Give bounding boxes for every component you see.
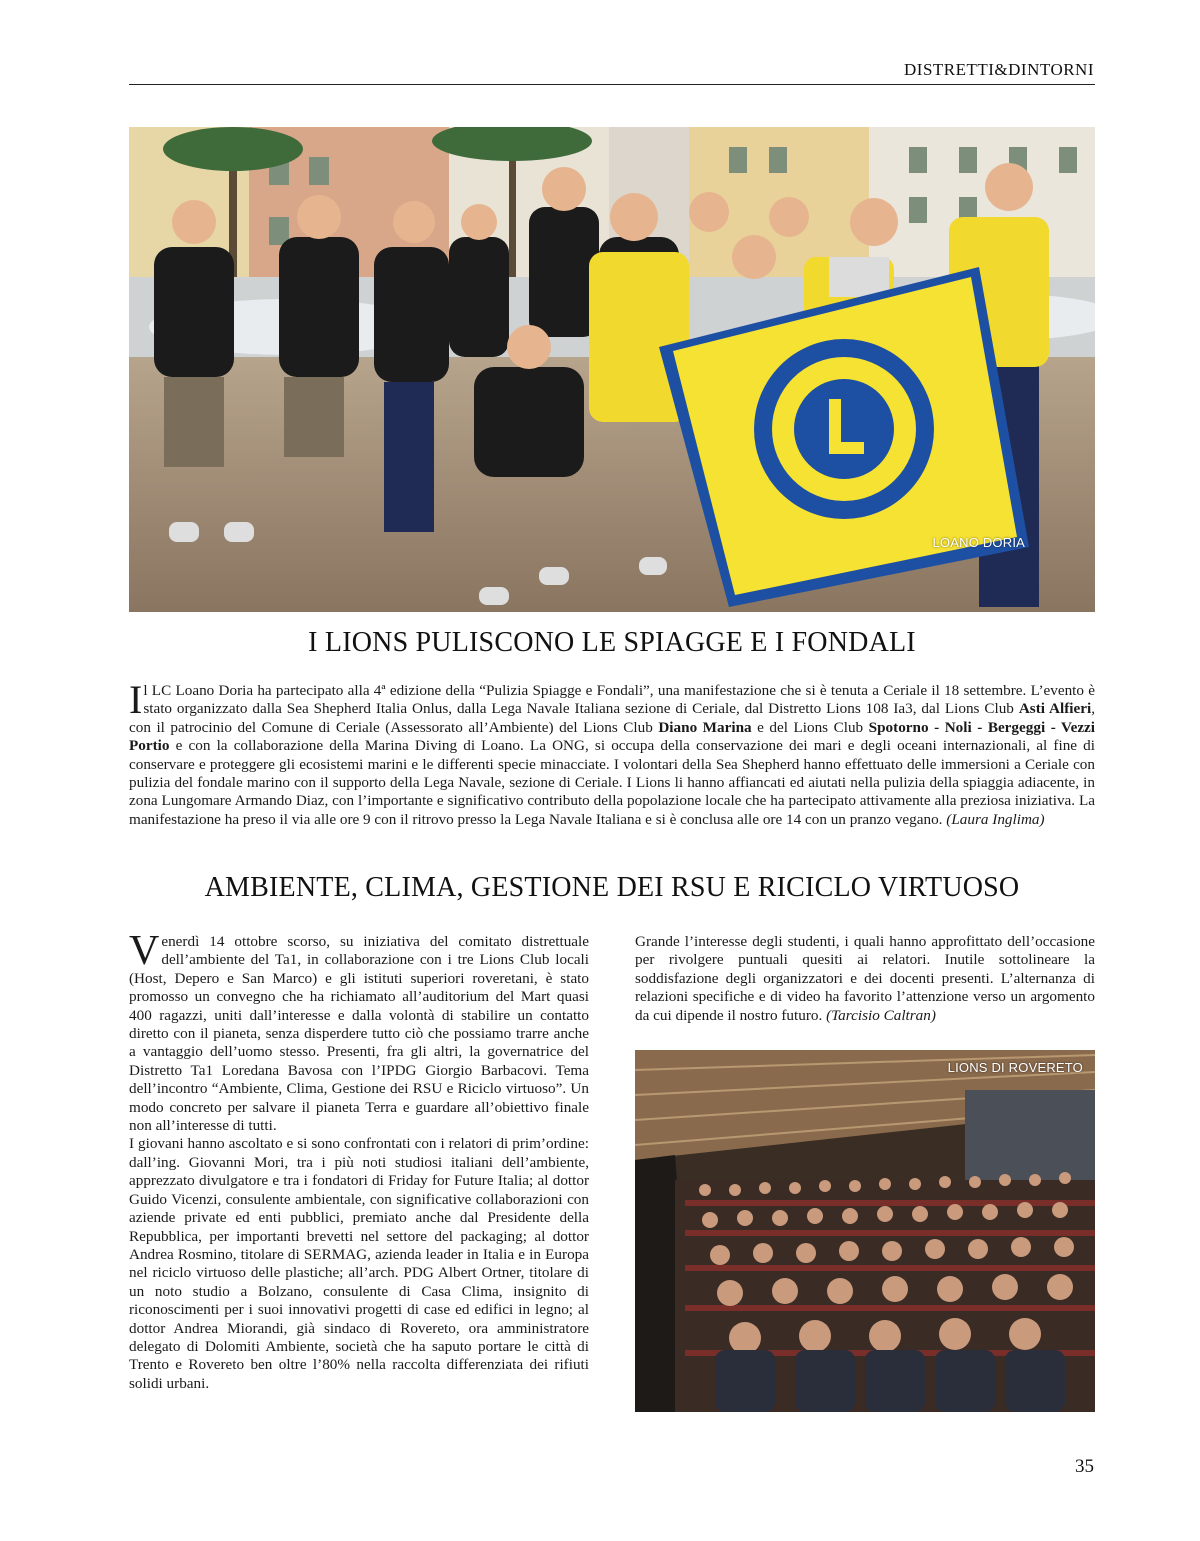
- article-body: [129, 677, 1096, 829]
- auditorium-photo: [635, 1050, 1095, 1412]
- section-header: DISTRETTI&DINTORNI: [904, 60, 1094, 79]
- club-name: Vezzi Portio: [129, 718, 1096, 755]
- club-name: Noli: [944, 718, 972, 736]
- separator: -: [971, 718, 988, 736]
- photo-caption: LOANO DORIA: [932, 535, 1025, 550]
- article-column-left: [129, 928, 589, 1393]
- photo-caption: LIONS DI ROVERETO: [947, 1060, 1083, 1075]
- drop-cap: V: [129, 928, 160, 974]
- article-title: AMBIENTE, CLIMA, GESTIONE DEI RSU E RICICLO VIRTUOSO: [204, 872, 1020, 903]
- text-run: e con la collaborazione della Marina Diving di Loano. La ONG, si occupa della conservazione dei mari e degli oceani internazionali, al fine di conservare e proteggere gli ecosistemi marini e le differenti specie minacciate. I volontari della Sea Shepherd hanno effettuato delle immersioni a Ceriale con pulizia del fondale marino con il supporto della Lega Navale, sezione di Ceriale. I Lions li hanno affiancati ed aiutati nella pulizia della spiaggia adiacente, in zona Lungomare Armando Diaz, con l’importante e significativo contributo della popolazione locale che ha partecipato attivamente alla preziosa iniziativa. La manifestazione ha preso il via alle ore 9 con il ritrovo presso la Lega Navale Italiana e si è conclusa alle ore 14 con un pranzo vegano.: [129, 737, 1095, 828]
- group-photo: [129, 127, 1095, 612]
- auditorium-illustration: [635, 1050, 1095, 1412]
- paragraph: enerdì 14 ottobre scorso, su iniziativa del comitato distrettuale dell’ambiente del Ta1, in collaborazione con i tre Lions Club locali (Host, Depero e San Marco) e gli istituti superiori roveretani, è stato promosso un convegno che ha richiamato all’auditorium del Mart quasi 400 ragazzi, uniti dall’interesse e dalla volontà di stabilire un contatto diretto con il pianeta, senza disperdere tutto ciò che possiamo trarre anche a vantaggio dell’uomo stesso. Presenti, fra gli altri, la governatrice del Distretto Ta1 Loredana Bavosa con l’IPDG Giorgio Barbacovi. Tema dell’incontro “Ambiente, Clima, Gestione dei RSU e Riciclo virtuoso”. Un modo concreto per salvare il pianeta Terra e guardare all’obiettivo finale non all’interesse di tutti.: [129, 933, 589, 1135]
- author-credit: (Tarcisio Caltran): [826, 1006, 936, 1024]
- club-name: Bergeggi: [987, 718, 1046, 736]
- page-number: 35: [1075, 1456, 1094, 1477]
- club-name: Diano Marina: [658, 718, 752, 736]
- paragraph: I giovani hanno ascoltato e si sono confrontati con i relatori di prim’ordine: dall’ing. Giovanni Mori, tra i più noti studiosi italiani dell’ambiente, apprezzato divulgatore e tra i fondatori di Friday for Future Italia; al dottor Guido Vicenzi, consulente ambientale, con significative collaborazioni con aziende private ed enti pubblici, premiato anche dal Presidente della Repubblica, per importanti brevetti nel settore del packaging; al dottor Andrea Rosmino, titolare di SERMAG, azienda leader in Italia e in Europa nel riciclo virtuoso delle plastiche; all’arch. PDG Albert Ortner, titolare di un noto studio a Bolzano, consulente di Casa Clima, insignito di riconoscimenti per i suoi innovativi progetti di case ed edifici in legno; al dottor Andrea Miorandi, già sindaco di Rovereto, ora amministratore delegato di Dolomiti Ambiente, società che ha saputo portare le città di Trento e Rovereto ben oltre l’80% nella raccolta differenziata dei rifiuti solidi urbani.: [129, 1135, 589, 1392]
- text-run: l LC Loano Doria ha partecipato alla 4ª edizione della “Pulizia Spiagge e Fondali”, una manifestazione che si è tenuta a Ceriale il 18 settembre. L’evento è stato organizzato dalla Sea Shepherd Italia Onlus, dalla Lega Navale Italiana sezione di Ceriale, dal Distretto Lions 108 Ia3, dal Lions Club: [143, 682, 1095, 718]
- club-name: Asti Alfieri: [1018, 700, 1092, 718]
- author-credit: (Laura Inglima): [946, 810, 1045, 828]
- separator: -: [928, 718, 945, 736]
- paragraph: Grande l’interesse degli studenti, i quali hanno approfittato dell’occasione per rivolgere puntuali quesiti ai relatori. Inutile sottolineare la soddisfazione degli organizzatori e dei docenti presenti. L’alternanza di relazioni specifiche e di video ha favorito l’attenzione verso un argomento da cui dipende il nostro futuro.: [635, 933, 1095, 1024]
- text-run: , con il patrocinio del Comune di Ceriale (Assessorato all’Ambiente) del Lions Club: [129, 700, 1095, 736]
- header-divider: [129, 84, 1095, 85]
- club-name: Spotorno: [868, 718, 929, 736]
- drop-cap: I: [129, 677, 143, 722]
- article-title: I LIONS PULISCONO LE SPIAGGE E I FONDALI: [308, 627, 916, 658]
- article-column-right: [635, 933, 1095, 1025]
- separator: -: [1045, 718, 1061, 736]
- text-run: e del Lions Club: [751, 718, 869, 736]
